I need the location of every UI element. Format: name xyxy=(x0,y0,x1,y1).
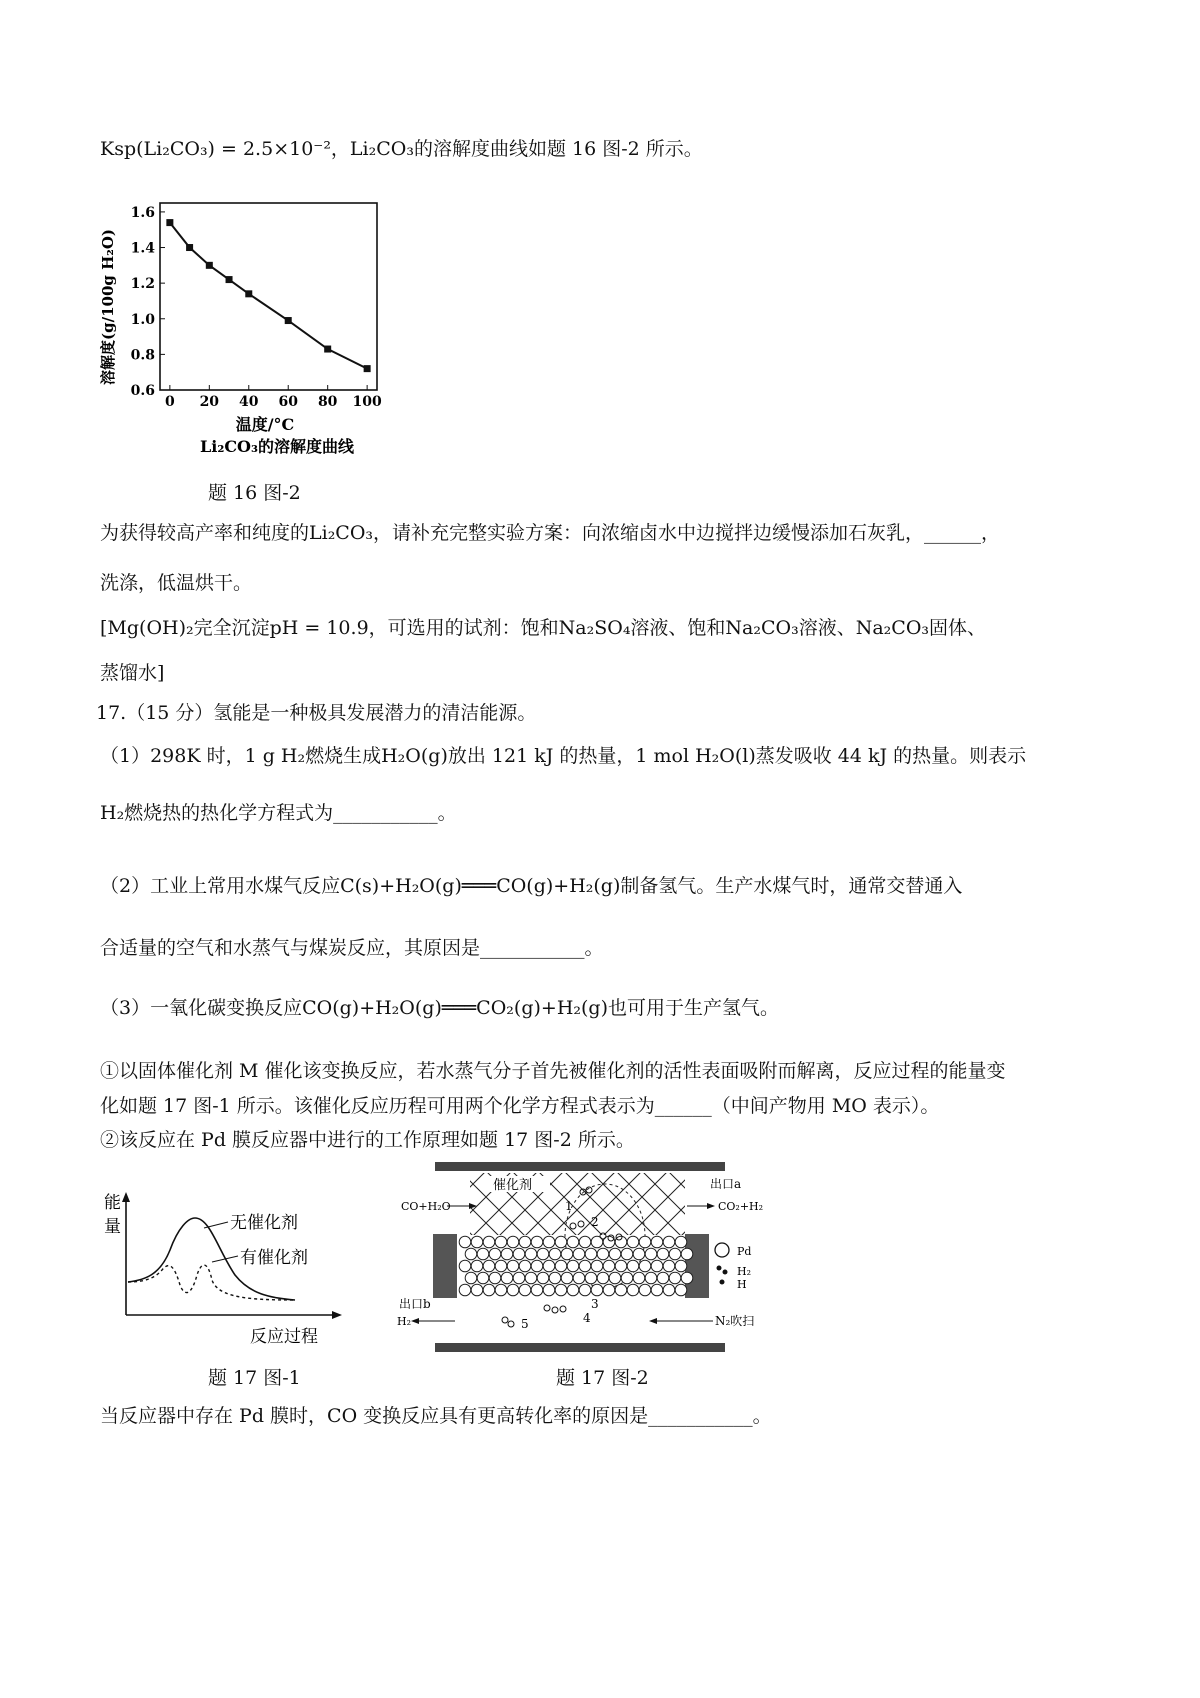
legend-h2: H₂ xyxy=(737,1265,752,1278)
pd-atom xyxy=(471,1284,483,1296)
pd-atom xyxy=(675,1260,687,1272)
pd-atom xyxy=(495,1236,507,1248)
outlet-b-product: H₂ xyxy=(397,1315,412,1328)
pd-atom xyxy=(543,1284,555,1296)
outlet-a-label: 出口a xyxy=(710,1177,742,1191)
bottom-wall xyxy=(435,1343,725,1352)
pd-atom xyxy=(645,1272,657,1284)
legend-pd: Pd xyxy=(737,1245,752,1258)
pd-atom xyxy=(627,1284,639,1296)
step-5: 5 xyxy=(521,1317,529,1331)
data-point xyxy=(166,219,173,226)
pd-atom xyxy=(615,1260,627,1272)
inlet-label: CO+H₂O xyxy=(401,1200,451,1213)
pd-atom xyxy=(537,1248,549,1260)
pd-atom xyxy=(525,1272,537,1284)
pd-atom xyxy=(633,1272,645,1284)
energy-xlabel: 反应过程 xyxy=(250,1327,318,1347)
solubility-line xyxy=(170,223,367,369)
x-axis-arrow-icon xyxy=(332,1311,342,1319)
pd-atom xyxy=(651,1260,663,1272)
y-tick-label: 0.8 xyxy=(130,347,155,364)
pd-atom xyxy=(585,1248,597,1260)
pd-atom xyxy=(675,1236,687,1248)
membrane-left-cap xyxy=(433,1234,457,1298)
pd-atom xyxy=(459,1260,471,1272)
pd-atom xyxy=(513,1272,525,1284)
pd-atom xyxy=(531,1284,543,1296)
pd-atom xyxy=(465,1248,477,1260)
pd-atom xyxy=(555,1284,567,1296)
q16-hint2-line: 蒸馏水] xyxy=(100,662,165,684)
pd-atom xyxy=(591,1284,603,1296)
pd-reactor-diagram xyxy=(395,1158,785,1358)
pd-atom xyxy=(495,1284,507,1296)
x-tick-label: 40 xyxy=(239,394,259,410)
top-wall xyxy=(435,1162,725,1171)
pd-atom xyxy=(459,1236,471,1248)
pd-atom xyxy=(615,1236,627,1248)
pd-atom xyxy=(669,1248,681,1260)
pd-atom xyxy=(657,1248,669,1260)
pd-atom xyxy=(531,1236,543,1248)
pd-atom xyxy=(669,1272,681,1284)
pd-atom xyxy=(519,1260,531,1272)
pd-atom xyxy=(549,1248,561,1260)
pd-atom xyxy=(579,1260,591,1272)
y-tick-label: 1.4 xyxy=(130,240,155,257)
fig17-2-caption: 题 17 图-2 xyxy=(556,1367,649,1389)
pd-atom xyxy=(609,1248,621,1260)
pd-atom xyxy=(633,1248,645,1260)
pd-atom xyxy=(645,1248,657,1260)
pd-atom xyxy=(519,1284,531,1296)
pd-atom xyxy=(459,1284,471,1296)
pd-atom xyxy=(537,1272,549,1284)
pd-atom xyxy=(585,1272,597,1284)
outlet-a-product: CO₂+H₂ xyxy=(718,1200,764,1213)
pd-atom xyxy=(471,1260,483,1272)
pd-atom xyxy=(609,1272,621,1284)
svg-text:量: 量 xyxy=(104,1217,121,1237)
q17-3-line: （3）一氧化碳变换反应CO(g)+H₂O(g)═══CO₂(g)+H₂(g)也可用于生产氢气。 xyxy=(100,997,779,1019)
membrane-right-cap xyxy=(685,1234,709,1298)
pd-atom xyxy=(477,1248,489,1260)
q17-3-1-line-b: 化如题 17 图-1 所示。该催化反应历程可用两个化学方程式表示为______（中间产物用 MO 表示）。 xyxy=(100,1095,940,1117)
pd-atom xyxy=(567,1260,579,1272)
pd-atom xyxy=(597,1272,609,1284)
chart-subtitle: Li₂CO₃的溶解度曲线 xyxy=(199,437,355,456)
pd-atom xyxy=(555,1236,567,1248)
y-tick-label: 1.2 xyxy=(130,276,155,293)
pd-atom xyxy=(603,1260,615,1272)
pd-atom xyxy=(525,1248,537,1260)
q16-hint-line: [Mg(OH)₂完全沉淀pH = 10.9，可选用的试剂：饱和Na₂SO₄溶液、饱和Na₂CO₃溶液、Na₂CO₃固体、 xyxy=(100,617,987,639)
step-2: 2 xyxy=(591,1215,599,1229)
pd-atom xyxy=(531,1260,543,1272)
step-3: 3 xyxy=(591,1297,599,1311)
y-tick-label: 1.6 xyxy=(130,204,155,221)
pd-atom xyxy=(471,1236,483,1248)
pd-atom xyxy=(639,1260,651,1272)
pd-atom xyxy=(663,1260,675,1272)
pd-atom xyxy=(561,1248,573,1260)
energy-ylabel: 能 xyxy=(104,1193,121,1213)
pd-atom xyxy=(501,1248,513,1260)
pd-atom xyxy=(519,1236,531,1248)
pd-atom xyxy=(597,1248,609,1260)
legend-pd-icon xyxy=(715,1243,729,1257)
data-point xyxy=(206,262,213,269)
data-point xyxy=(364,365,371,372)
q17-3-2-line: ②该反应在 Pd 膜反应器中进行的工作原理如题 17 图-2 所示。 xyxy=(100,1129,635,1151)
q17-1-line-a: （1）298K 时，1 g H₂燃烧生成H₂O(g)放出 121 kJ 的热量，1 mol H₂O(l)蒸发吸收 44 kJ 的热量。则表示 xyxy=(100,745,1027,767)
q17-2-line-b: 合适量的空气和水蒸气与煤炭反应，其原因是___________。 xyxy=(100,937,604,959)
sweep-arrow-icon xyxy=(649,1318,657,1324)
y-tick-label: 0.6 xyxy=(130,383,155,399)
pd-atom xyxy=(513,1248,525,1260)
pd-atom xyxy=(651,1284,663,1296)
curve-catalyst xyxy=(128,1265,295,1300)
q17-title: 17.（15 分）氢能是一种极具发展潜力的清洁能源。 xyxy=(96,702,537,724)
pd-atom xyxy=(621,1248,633,1260)
q17-1-line-b: H₂燃烧热的热化学方程式为___________。 xyxy=(100,802,457,824)
x-tick-label: 80 xyxy=(317,394,338,410)
legend-h2-icon xyxy=(717,1266,722,1271)
pd-atom xyxy=(573,1272,585,1284)
data-point xyxy=(245,290,252,297)
sweep-label: N₂吹扫 xyxy=(715,1314,755,1328)
pd-atom xyxy=(621,1272,633,1284)
pd-atom xyxy=(639,1284,651,1296)
pd-atom xyxy=(579,1284,591,1296)
data-point xyxy=(186,244,193,251)
data-point xyxy=(285,317,292,324)
pd-atom xyxy=(561,1272,573,1284)
chart-ylabel: 溶解度(g/100g H₂O) xyxy=(99,229,117,385)
pd-atom xyxy=(573,1248,585,1260)
outlet-a-arrow-icon xyxy=(707,1203,715,1209)
pd-atom xyxy=(651,1236,663,1248)
chart-xlabel: 温度/°C xyxy=(235,415,295,434)
pd-atom xyxy=(507,1284,519,1296)
x-tick-label: 60 xyxy=(278,394,298,410)
pd-atom xyxy=(663,1284,675,1296)
pd-atom xyxy=(543,1236,555,1248)
pd-atom xyxy=(489,1248,501,1260)
q17-2-line-a: （2）工业上常用水煤气反应C(s)+H₂O(g)═══CO(g)+H₂(g)制备氢气。生产水煤气时，通常交替通入 xyxy=(100,875,963,897)
pd-atom xyxy=(465,1272,477,1284)
q17-last-line: 当反应器中存在 Pd 膜时，CO 变换反应具有更高转化率的原因是___________。 xyxy=(100,1405,772,1427)
pd-atom xyxy=(663,1236,675,1248)
x-tick-label: 20 xyxy=(199,394,220,410)
pd-atom xyxy=(567,1236,579,1248)
pd-atom xyxy=(591,1260,603,1272)
data-point xyxy=(324,346,331,353)
pd-atom xyxy=(483,1236,495,1248)
pd-atom xyxy=(639,1236,651,1248)
pd-atom xyxy=(603,1284,615,1296)
pd-atom xyxy=(681,1248,693,1260)
pd-atom xyxy=(549,1272,561,1284)
pd-atom xyxy=(501,1272,513,1284)
pd-atom xyxy=(567,1284,579,1296)
q17-3-1-line-a: ①以固体催化剂 M 催化该变换反应，若水蒸气分子首先被催化剂的活性表面吸附而解离，反应过程的能量变 xyxy=(100,1060,1006,1082)
x-tick-label: 0 xyxy=(164,394,175,410)
outlet-b-label: 出口b xyxy=(399,1297,431,1311)
pd-membrane xyxy=(459,1236,693,1296)
y-tick-label: 1.0 xyxy=(130,311,155,328)
pd-atom xyxy=(483,1284,495,1296)
ksp-line: Ksp(Li₂CO₃) = 2.5×10⁻²，Li₂CO₃的溶解度曲线如题 16 图-2 所示。 xyxy=(100,138,703,160)
pd-atom xyxy=(657,1272,669,1284)
fig16-caption: 题 16 图-2 xyxy=(208,482,301,504)
pd-atom xyxy=(627,1260,639,1272)
q16-plan-line: 为获得较高产率和纯度的Li₂CO₃，请补充完整实验方案：向浓缩卤水中边搅拌边缓慢添加石灰乳，______， xyxy=(100,522,1001,544)
step-4: 4 xyxy=(583,1311,591,1325)
pd-atom xyxy=(489,1272,501,1284)
pd-atom xyxy=(615,1284,627,1296)
label-catalyst: 有催化剂 xyxy=(240,1248,308,1268)
solubility-chart xyxy=(95,195,395,465)
data-point xyxy=(226,276,233,283)
legend-h-icon xyxy=(720,1280,725,1285)
pd-atom xyxy=(543,1260,555,1272)
energy-diagram xyxy=(100,1190,350,1350)
pd-atom xyxy=(483,1260,495,1272)
fig17-1-caption: 题 17 图-1 xyxy=(208,1367,301,1389)
pd-atom xyxy=(675,1284,687,1296)
q16-wash-line: 洗涤，低温烘干。 xyxy=(100,572,253,594)
plot-frame xyxy=(160,203,377,390)
pd-atom xyxy=(477,1272,489,1284)
x-tick-label: 100 xyxy=(352,394,382,410)
legend-h: H xyxy=(737,1278,747,1291)
pd-atom xyxy=(579,1236,591,1248)
label-no-catalyst: 无催化剂 xyxy=(230,1213,298,1233)
pd-atom xyxy=(507,1260,519,1272)
pd-atom xyxy=(507,1236,519,1248)
step-1: 1 xyxy=(565,1199,573,1213)
outlet-b-arrow-icon xyxy=(411,1318,419,1324)
catalyst-label: 催化剂 xyxy=(493,1178,533,1193)
pd-atom xyxy=(681,1272,693,1284)
pd-atom xyxy=(555,1260,567,1272)
pd-atom xyxy=(627,1236,639,1248)
pd-atom xyxy=(495,1260,507,1272)
